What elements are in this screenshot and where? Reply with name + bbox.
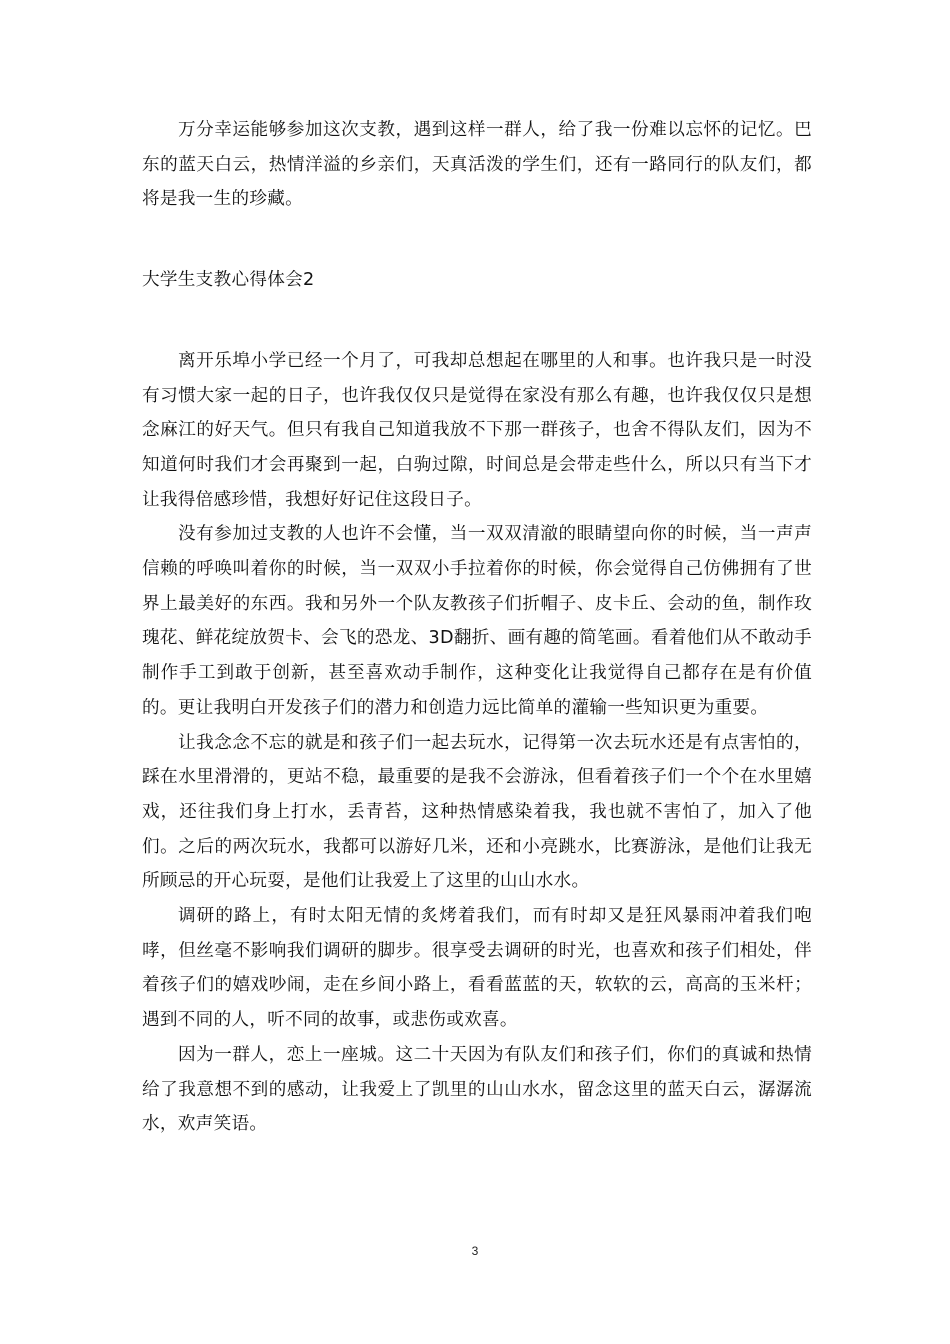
intro-paragraph: 万分幸运能够参加这次支教，遇到这样一群人，给了我一份难以忘怀的记忆。巴东的蓝天白云，热情洋溢的乡亲们，天真活泼的学生们，还有一路同行的队友们，都将是我一生的珍藏。 xyxy=(142,120,812,210)
page-number: 3 xyxy=(471,1244,479,1258)
body-paragraph: 调研的路上，有时太阳无情的炙烤着我们，而有时却又是狂风暴雨冲着我们咆哮，但丝毫不影响我们调研的脚步。很享受去调研的时光，也喜欢和孩子们相处，伴着孩子们的嬉戏吵闹，走在乡间小路上，看看蓝蓝的天，软软的云，高高的玉米杆；遇到不同的人，听不同的故事，或悲伤或欢喜。 xyxy=(142,906,812,1031)
body-paragraph: 离开乐埠小学已经一个月了，可我却总想起在哪里的人和事。也许我只是一时没有习惯大家一起的日子，也许我仅仅只是觉得在家没有那么有趣，也许我仅仅只是想念麻江的好天气。但只有我自己知道我放不下那一群孩子，也舍不得队友们，因为不知道何时我们才会再聚到一起，白驹过隙，时间总是会带走些什么，所以只有当下才让我得倍感珍惜，我想好好记住这段日子。 xyxy=(142,350,812,510)
body-paragraph: 让我念念不忘的就是和孩子们一起去玩水，记得第一次去玩水还是有点害怕的，踩在水里滑滑的，更站不稳，最重要的是我不会游泳，但看着孩子们一个个在水里嬉戏，还往我们身上打水，丢青苔，这种热情感染着我，我也就不害怕了，加入了他们。之后的两次玩水，我都可以游好几米，还和小亮跳水，比赛游泳，是他们让我无所顾忌的开心玩耍，是他们让我爱上了这里的山山水水。 xyxy=(142,732,812,892)
section-title: 大学生支教心得体会2 xyxy=(142,270,315,291)
body-paragraph: 没有参加过支教的人也许不会懂，当一双双清澈的眼睛望向你的时候，当一声声信赖的呼唤叫着你的时候，当一双双小手拉着你的时候，你会觉得自己仿佛拥有了世界上最美好的东西。我和另外一个队友教孩子们折帽子、皮卡丘、会动的鱼，制作玫瑰花、鲜花绽放贺卡、会飞的恐龙、3D翻折、画有趣的简笔画。看着他们从不敢动手制作手工到敢于创新，甚至喜欢动手制作，这种变化让我觉得自己都存在是有价值的。更让我明白开发孩子们的潜力和创造力远比简单的灌输一些知识更为重要。 xyxy=(142,524,812,718)
body-paragraph: 因为一群人，恋上一座城。这二十天因为有队友们和孩子们，你们的真诚和热情给了我意想不到的感动，让我爱上了凯里的山山水水，留念这里的蓝天白云，潺潺流水，欢声笑语。 xyxy=(142,1044,812,1135)
page-content xyxy=(142,113,812,1142)
